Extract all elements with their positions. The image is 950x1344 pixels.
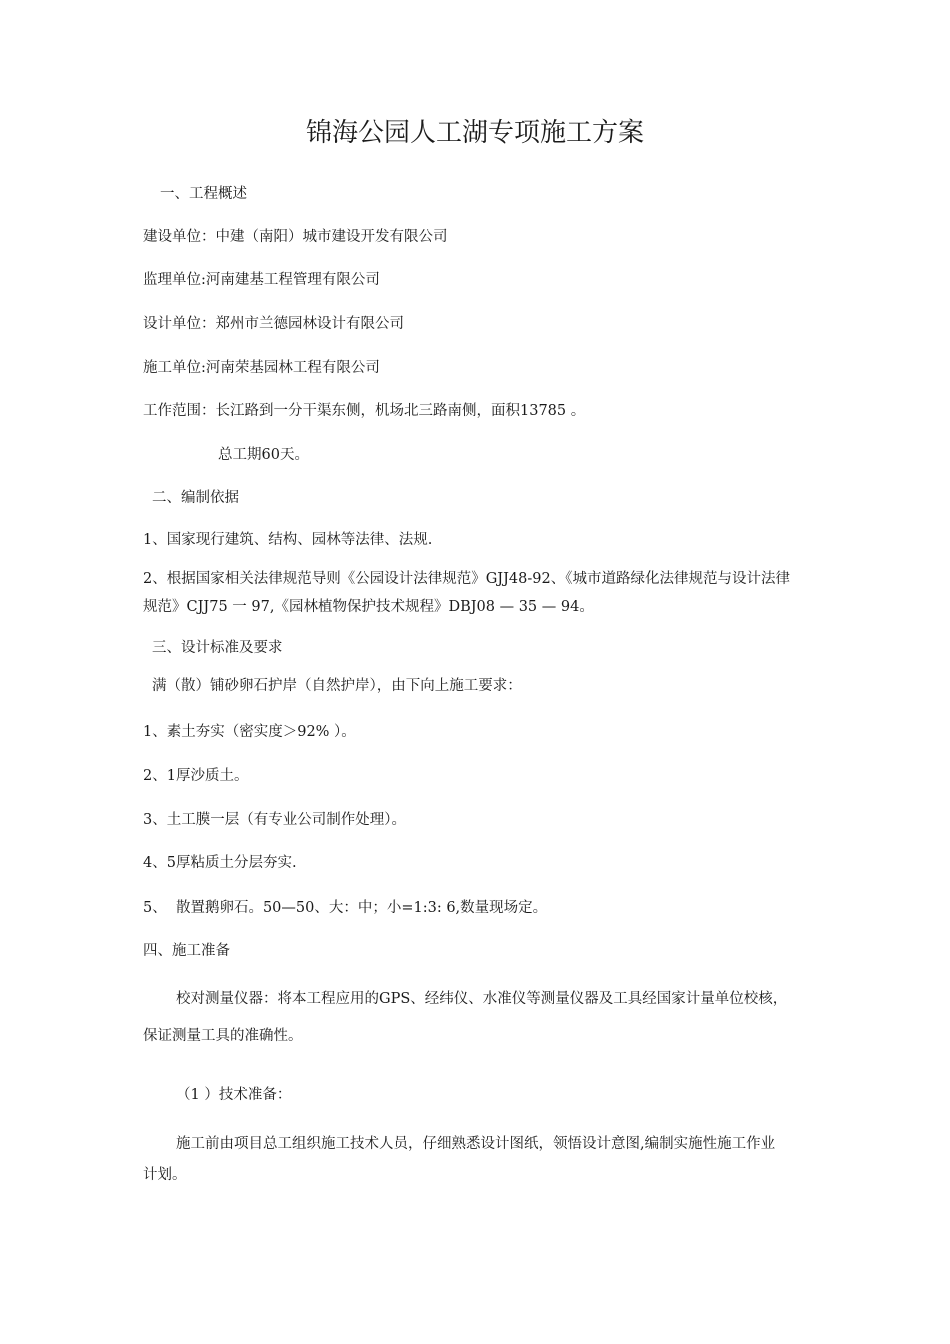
designer-line: 设计单位：郑州市兰德园林设计有限公司 xyxy=(143,316,404,332)
standards-item-5: 5、 散置鹅卵石。50—50、大：中；小=1:3: 6,数量现场定。 xyxy=(143,900,548,916)
standards-item-3: 3、土工膜一层（有专业公司制作处理）。 xyxy=(143,812,406,828)
basis-item-2-line-1: 2、根据国家相关法律规范导则《公园设计法律规范》GJJ48-92、《城市道路绿化法律规范与设计法律 xyxy=(143,571,790,587)
supervisor-line: 监理单位:河南建基工程管理有限公司 xyxy=(143,272,380,288)
owner-line: 建设单位：中建（南阳）城市建设开发有限公司 xyxy=(143,229,448,245)
tech-prep-line-2: 计划。 xyxy=(143,1167,187,1183)
standards-item-1: 1、素土夯实（密实度＞92% ）。 xyxy=(143,724,356,740)
standards-item-2: 2、1厚沙质土。 xyxy=(143,768,249,784)
instruments-line-2: 保证测量工具的准确性。 xyxy=(143,1028,303,1044)
standards-intro: 满（散）铺砂卵石护岸（自然护岸），由下向上施工要求： xyxy=(152,678,522,694)
instruments-line-1: 校对测量仪器：将本工程应用的GPS、经纬仪、水准仪等测量仪器及工具经国家计量单位校核， xyxy=(176,991,788,1007)
standards-item-4: 4、5厚粘质土分层夯实. xyxy=(143,855,297,871)
basis-item-2-line-2: 规范》CJJ75 一 97,《园林植物保护技术规程》DBJ08 — 35 — 94。 xyxy=(143,599,594,615)
tech-prep-line-1: 施工前由项目总工组织施工技术人员，仔细熟悉设计图纸，领悟设计意图,编制实施性施工作业 xyxy=(176,1136,776,1152)
scope-line: 工作范围：长江路到一分干渠东侧，机场北三路南侧，面积13785 。 xyxy=(143,403,586,419)
section-heading-basis: 二、编制依据 xyxy=(152,490,239,506)
section-heading-preparation: 四、施工准备 xyxy=(143,943,230,959)
section-heading-standards: 三、设计标准及要求 xyxy=(152,640,283,656)
section-heading-overview: 一、工程概述 xyxy=(160,186,247,202)
document-title: 锦海公园人工湖专项施工方案 xyxy=(305,118,644,148)
tech-prep-heading: （1 ）技术准备： xyxy=(176,1087,292,1103)
contractor-line: 施工单位:河南荣基园林工程有限公司 xyxy=(143,360,380,376)
duration-line: 总工期60天。 xyxy=(218,447,309,463)
basis-item-1: 1、国家现行建筑、结构、园林等法律、法规. xyxy=(143,532,433,548)
